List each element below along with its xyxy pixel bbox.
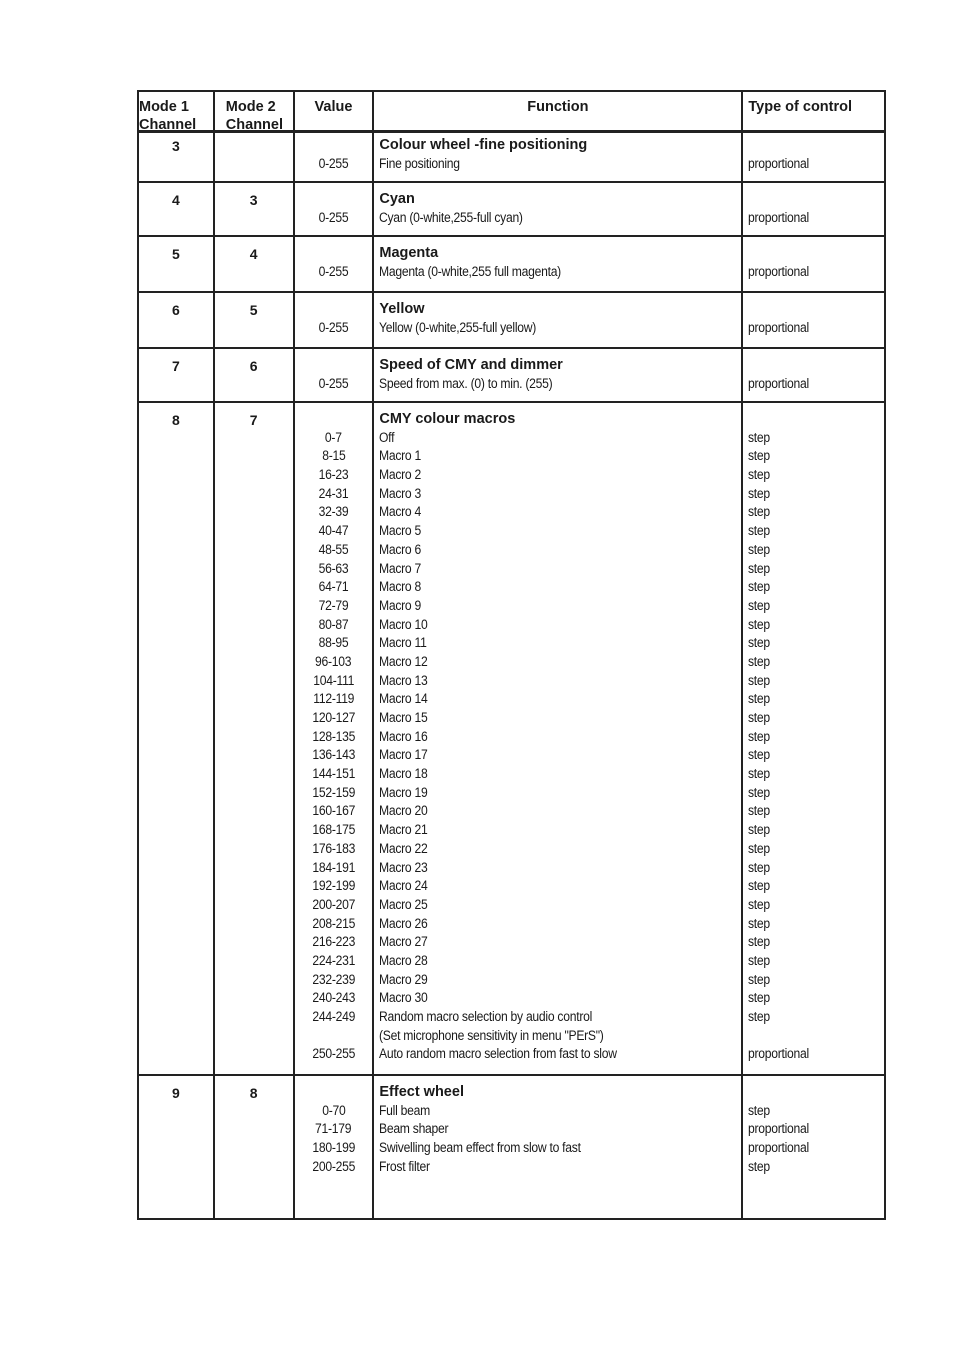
- type-text: step: [748, 784, 771, 800]
- value-cell: [295, 237, 375, 291]
- type-text: proportional: [748, 209, 810, 225]
- function-text: Macro 17: [379, 747, 428, 763]
- type-text: step: [748, 597, 771, 613]
- function-text: Macro 12: [379, 653, 428, 669]
- section-title: Effect wheel: [379, 1084, 464, 1100]
- value-text: 0-70: [321, 1102, 346, 1118]
- function-cell: [374, 1076, 743, 1218]
- type-text: step: [748, 878, 771, 894]
- type-text: step: [748, 560, 771, 576]
- type-text: step: [748, 1158, 771, 1174]
- function-text: Macro 2: [379, 467, 422, 483]
- value-text: 96-103: [315, 653, 352, 669]
- type-text: step: [748, 896, 771, 912]
- value-text: 192-199: [312, 878, 355, 894]
- type-text: step: [748, 653, 771, 669]
- value-text: 136-143: [312, 747, 355, 763]
- value-text: 8-15: [321, 448, 346, 464]
- header-type-of-control: Type of control: [743, 92, 886, 130]
- table-row: [137, 133, 886, 183]
- value-text: 208-215: [312, 915, 355, 931]
- value-cell: [295, 133, 375, 181]
- value-text: 240-243: [312, 990, 355, 1006]
- type-text: step: [748, 766, 771, 782]
- function-text: Macro 30: [379, 990, 428, 1006]
- function-text: Macro 29: [379, 971, 428, 987]
- value-text: 232-239: [312, 971, 355, 987]
- type-of-control-cell: [743, 237, 886, 291]
- mode1-channel-cell: 3: [139, 133, 215, 181]
- value-text: 80-87: [318, 616, 349, 632]
- mode1-channel-cell: 5: [139, 237, 215, 291]
- type-text: step: [748, 691, 771, 707]
- value-text: 56-63: [318, 560, 349, 576]
- type-text: step: [748, 1009, 771, 1024]
- type-text: step: [748, 710, 771, 725]
- header-mode2-channel: [215, 92, 295, 133]
- type-text: proportional: [748, 1046, 810, 1062]
- function-text: Fine positioning: [379, 155, 461, 171]
- function-text: Macro 4: [379, 504, 422, 520]
- table-header: [137, 90, 886, 133]
- function-cell: [374, 349, 743, 401]
- function-text: Macro 23: [379, 859, 428, 875]
- type-text: step: [748, 448, 771, 464]
- value-text: 176-183: [312, 840, 355, 856]
- value-cell: [295, 1076, 375, 1218]
- section-title: Colour wheel -fine positioning: [379, 137, 588, 153]
- header-value: Value: [295, 92, 375, 130]
- value-text: 200-207: [312, 896, 355, 912]
- function-text: (Set microphone sensitivity in menu "PErS"): [379, 1027, 604, 1043]
- table-row: [137, 1076, 886, 1220]
- value-text: 120-127: [312, 710, 355, 725]
- mode2-channel-cell: [215, 133, 295, 181]
- value-text: 160-167: [312, 803, 355, 819]
- function-text: Off: [379, 429, 395, 445]
- type-text: step: [748, 971, 771, 987]
- function-text: Swivelling beam effect from slow to fast: [379, 1140, 582, 1156]
- type-of-control-cell: [743, 183, 886, 235]
- function-text: Macro 19: [379, 784, 428, 800]
- value-text: 24-31: [318, 485, 349, 501]
- mode1-channel-cell: 6: [139, 293, 215, 347]
- value-text: 104-111: [313, 672, 354, 688]
- function-text: Macro 28: [379, 952, 428, 968]
- function-text: Macro 16: [379, 728, 428, 744]
- mode1-channel-cell: 9: [139, 1076, 215, 1218]
- type-text: step: [748, 616, 771, 632]
- type-text: step: [748, 747, 771, 763]
- mode1-channel-cell: 4: [139, 183, 215, 235]
- function-text: Beam shaper: [379, 1121, 449, 1137]
- header-function: Function: [374, 92, 743, 130]
- value-text: 244-249: [312, 1009, 355, 1024]
- value-text: 0-255: [318, 263, 349, 279]
- function-text: Macro 5: [379, 523, 422, 539]
- type-text: step: [748, 822, 771, 838]
- value-text: 180-199: [312, 1140, 355, 1156]
- type-text: step: [748, 840, 771, 856]
- function-text: Macro 9: [379, 597, 422, 613]
- function-text: Magenta (0-white,255 full magenta): [379, 263, 562, 279]
- mode2-channel-cell: 4: [215, 237, 295, 291]
- value-text: 224-231: [312, 952, 355, 968]
- function-text: Macro 1: [379, 448, 422, 464]
- type-text: step: [748, 504, 771, 520]
- table-row: [137, 403, 886, 1076]
- function-text: Macro 8: [379, 579, 422, 595]
- function-text: Macro 13: [379, 672, 428, 688]
- mode2-channel-cell: 5: [215, 293, 295, 347]
- function-text: Macro 26: [379, 915, 428, 931]
- table-body: [137, 133, 886, 1220]
- function-text: Frost filter: [379, 1158, 431, 1174]
- value-text: 152-159: [312, 784, 355, 800]
- type-text: proportional: [748, 1140, 810, 1156]
- value-text: 112-119: [313, 691, 354, 707]
- section-title: Speed of CMY and dimmer: [379, 357, 563, 373]
- header-mode1-channel: [139, 92, 215, 133]
- function-cell: [374, 293, 743, 347]
- function-text: Macro 24: [379, 878, 428, 894]
- value-text: 250-255: [312, 1046, 355, 1062]
- header-mode2-line2: Channel: [225, 117, 283, 133]
- mode2-channel-cell: 8: [215, 1076, 295, 1218]
- value-cell: [295, 183, 375, 235]
- table-row: [137, 237, 886, 293]
- type-text: proportional: [748, 375, 810, 391]
- function-text: Random macro selection by audio control: [379, 1009, 593, 1024]
- function-text: Macro 25: [379, 896, 428, 912]
- function-text: Cyan (0-white,255-full cyan): [379, 209, 524, 225]
- type-text: step: [748, 523, 771, 539]
- mode1-channel-cell: 8: [139, 403, 215, 1074]
- type-of-control-cell: [743, 403, 886, 1074]
- function-cell: [374, 237, 743, 291]
- type-text: proportional: [748, 155, 810, 171]
- header-mode1-line1: Mode 1: [139, 99, 189, 115]
- value-text: 128-135: [312, 728, 355, 744]
- dmx-channel-table: [137, 90, 886, 1220]
- type-text: proportional: [748, 319, 810, 335]
- value-text: 216-223: [312, 934, 355, 950]
- value-text: 72-79: [318, 597, 349, 613]
- table-row: [137, 183, 886, 237]
- function-text: Macro 10: [379, 616, 428, 632]
- type-text: step: [748, 728, 771, 744]
- type-text: step: [748, 635, 771, 651]
- function-cell: [374, 403, 743, 1074]
- function-text: Macro 21: [379, 822, 428, 838]
- value-text: 0-7: [325, 429, 342, 445]
- value-text: 0-255: [318, 155, 349, 171]
- function-text: Full beam: [379, 1102, 431, 1118]
- function-text: Macro 18: [379, 766, 428, 782]
- value-text: 16-23: [318, 467, 349, 483]
- value-text: 64-71: [318, 579, 349, 595]
- value-text: 200-255: [312, 1158, 355, 1174]
- section-title: Yellow: [379, 301, 425, 317]
- type-text: step: [748, 1102, 771, 1118]
- type-text: step: [748, 952, 771, 968]
- header-mode2-line1: Mode 2: [225, 99, 276, 115]
- mode2-channel-cell: 3: [215, 183, 295, 235]
- type-of-control-cell: [743, 349, 886, 401]
- value-cell: [295, 349, 375, 401]
- function-text: Macro 27: [379, 934, 428, 950]
- type-text: step: [748, 915, 771, 931]
- value-text: 168-175: [312, 822, 355, 838]
- function-text: Macro 15: [379, 710, 428, 725]
- mode1-channel-cell: 7: [139, 349, 215, 401]
- type-text: proportional: [748, 263, 810, 279]
- value-text: 88-95: [318, 635, 349, 651]
- function-text: Macro 6: [379, 541, 422, 557]
- type-text: step: [748, 803, 771, 819]
- type-text: step: [748, 934, 771, 950]
- function-text: Speed from max. (0) to min. (255): [379, 375, 553, 391]
- value-text: 184-191: [312, 859, 355, 875]
- type-of-control-cell: [743, 133, 886, 181]
- function-text: Macro 20: [379, 803, 428, 819]
- value-text: 48-55: [318, 541, 349, 557]
- function-text: Auto random macro selection from fast to slow: [379, 1046, 618, 1062]
- header-mode1-line2: Channel: [139, 117, 197, 133]
- type-text: step: [748, 990, 771, 1006]
- value-cell: [295, 293, 375, 347]
- function-text: Macro 14: [379, 691, 428, 707]
- type-text: step: [748, 429, 771, 445]
- mode2-channel-cell: 6: [215, 349, 295, 401]
- type-text: step: [748, 579, 771, 595]
- value-cell: [295, 403, 375, 1074]
- section-title: Magenta: [379, 245, 439, 261]
- function-text: Macro 3: [379, 485, 422, 501]
- table-row: [137, 293, 886, 349]
- type-text: step: [748, 672, 771, 688]
- type-text: step: [748, 485, 771, 501]
- function-cell: [374, 183, 743, 235]
- section-title: CMY colour macros: [379, 411, 516, 427]
- value-text: 71-179: [315, 1121, 352, 1137]
- function-text: Macro 7: [379, 560, 422, 576]
- value-text: 0-255: [318, 209, 349, 225]
- function-text: Macro 11: [379, 635, 427, 651]
- type-of-control-cell: [743, 293, 886, 347]
- value-text: 40-47: [318, 523, 349, 539]
- type-text: step: [748, 541, 771, 557]
- type-text: step: [748, 467, 771, 483]
- type-text: proportional: [748, 1121, 810, 1137]
- section-title: Cyan: [379, 191, 415, 207]
- function-text: Macro 22: [379, 840, 428, 856]
- value-text: 32-39: [318, 504, 349, 520]
- table-row: [137, 349, 886, 403]
- function-cell: [374, 133, 743, 181]
- value-text: 0-255: [318, 375, 349, 391]
- value-text: 144-151: [312, 766, 355, 782]
- type-text: step: [748, 859, 771, 875]
- type-of-control-cell: [743, 1076, 886, 1218]
- value-text: 0-255: [318, 319, 349, 335]
- mode2-channel-cell: 7: [215, 403, 295, 1074]
- function-text: Yellow (0-white,255-full yellow): [379, 319, 537, 335]
